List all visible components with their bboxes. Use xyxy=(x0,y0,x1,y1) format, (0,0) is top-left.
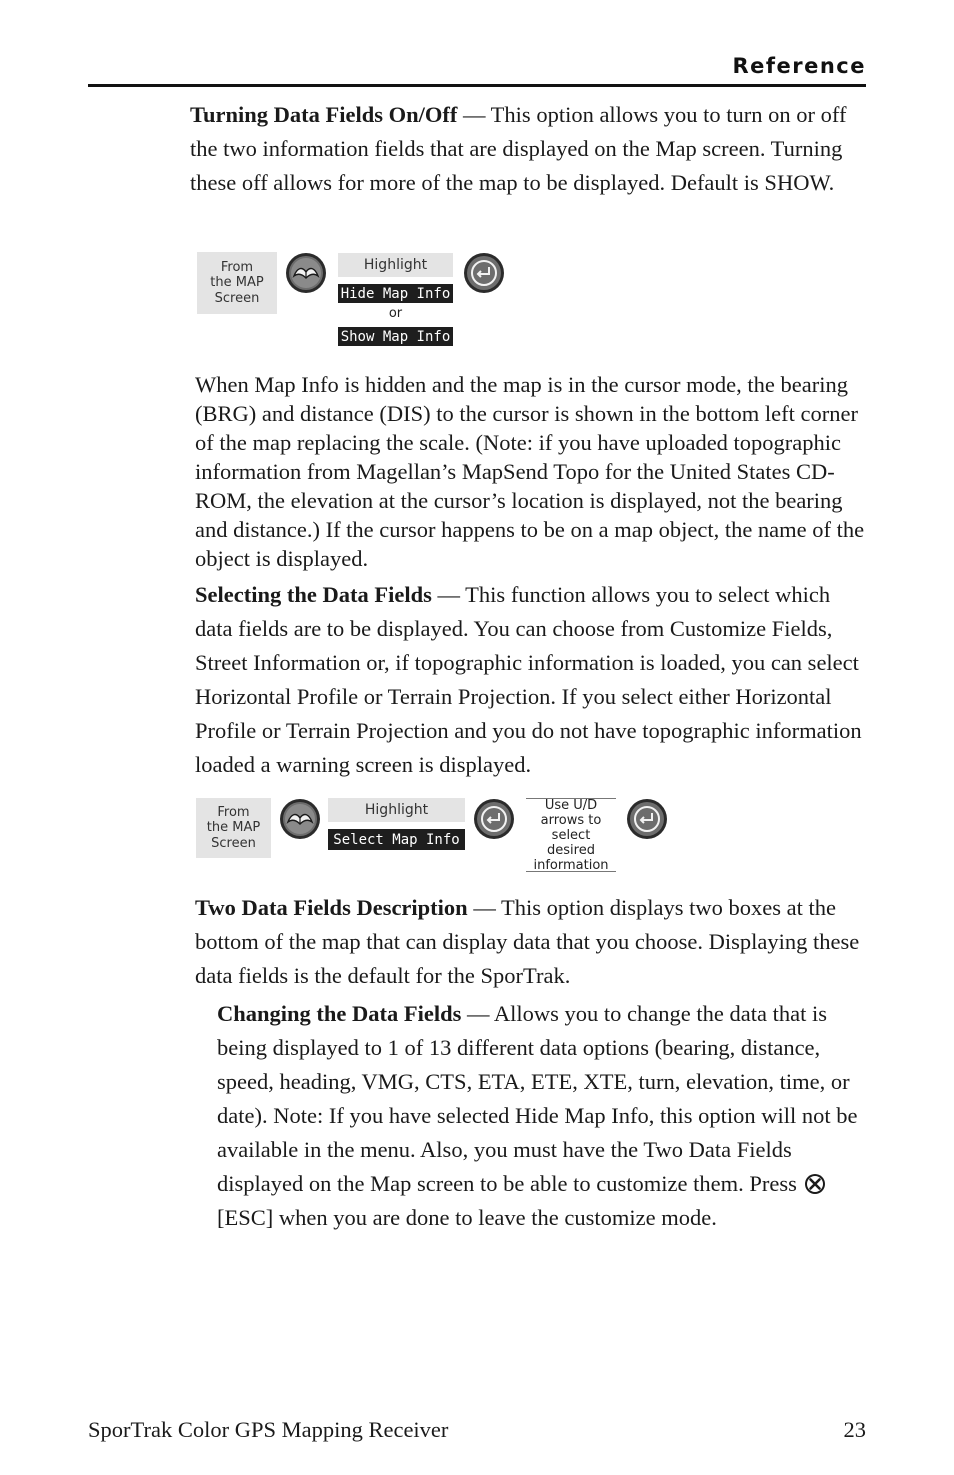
page-header xyxy=(88,52,866,87)
note-line: Use U/D xyxy=(544,797,598,813)
page-number: 23 xyxy=(843,1417,866,1442)
menu-option-show-map-info xyxy=(338,327,453,346)
paragraph-lead: Turning Data Fields On/Off xyxy=(190,102,458,127)
paragraph-lead: Changing the Data Fields xyxy=(217,1001,462,1026)
from-label-line: Screen xyxy=(214,290,260,306)
or-label: or xyxy=(388,306,403,321)
paragraph-turning-data-fields xyxy=(190,98,870,200)
from-label-line: From xyxy=(217,804,250,820)
menu-button-icon xyxy=(285,252,327,294)
enter-button-icon xyxy=(463,252,505,294)
paragraph-two-data-fields xyxy=(195,891,873,993)
from-label-line: Screen xyxy=(211,835,256,851)
from-map-screen-box xyxy=(197,252,277,314)
from-map-screen-box xyxy=(196,798,271,858)
press-tail: [ESC] when you are done to leave the customize mode. xyxy=(217,1205,717,1230)
menu-option-label: Show Map Info xyxy=(340,328,451,345)
note-line: arrows to xyxy=(540,812,602,828)
highlight-label: Highlight xyxy=(364,802,429,818)
from-label-line: From xyxy=(220,259,254,275)
paragraph-body: — This function allows you to select which data fields are to be displayed. You can choose from Customize Fields, Street Information or, if topographic information is loaded, you can select Horizontal Profile or Terrain Projection. If you select either Horizontal Profile or Terrain Projection and you do not have topographic information loaded a warning screen is displayed. xyxy=(195,582,862,777)
paragraph-map-info-hidden: When Map Info is hidden and the map is in the cursor mode, the bearing (BRG) and distance (DIS) to the cursor is shown in the bottom left corner of the map replacing the scale. (Note: if you have uploaded topographic information from Magellan’s MapSend Topo for the United States CD-ROM, the elevation at the cursor’s location is displayed, not the bearing and distance.) If the cursor happens to be on a map object, the name of the object is displayed. xyxy=(195,372,865,571)
section-title: Reference xyxy=(732,54,866,78)
paragraph-lead: Selecting the Data Fields xyxy=(195,582,432,607)
highlight-label: Highlight xyxy=(363,257,428,273)
menu-option-label: Hide Map Info xyxy=(340,285,451,302)
paragraph-selecting-data-fields xyxy=(195,578,873,782)
paragraph-body: — This option displays two boxes at the bottom of the map that can display data that you choose. Displaying these data fields is the default for the SporTrak. xyxy=(195,895,860,988)
paragraph-changing-data-fields xyxy=(217,997,873,1235)
paragraph-body: — This option allows you to turn on or off the two information fields that are displayed on the Map screen. Turning these off allows for more of the map to be displayed. Default is SHOW. xyxy=(190,102,847,195)
from-label-line: the MAP xyxy=(206,820,261,836)
enter-button-icon xyxy=(626,798,668,840)
from-label-line: the MAP xyxy=(210,275,264,291)
note-line: information xyxy=(533,857,609,873)
paragraph-body: — Allows you to change the data that is being displayed to 1 of 13 different data options (bearing, distance, speed, heading, VMG, CTS, ETA, ETE, XTE, turn, elevation, time, or date). Note: If you have selected Hide Map Info, this option will not be available in the menu. Also, you must have the Two Data Fields displayed on the Map screen to be able to customize them. xyxy=(217,1001,858,1196)
menu-button-icon xyxy=(279,798,321,840)
highlight-label-box xyxy=(338,253,453,277)
esc-button-icon xyxy=(804,1173,826,1195)
enter-button-icon xyxy=(473,798,515,840)
highlight-label-box xyxy=(328,798,465,822)
instruction-note-box xyxy=(526,798,616,872)
paragraph-lead: Two Data Fields Description xyxy=(195,895,468,920)
menu-option-hide-map-info xyxy=(338,284,453,303)
press-label: Press xyxy=(749,1171,797,1196)
menu-option-select-map-info xyxy=(328,829,465,850)
footer-title: SporTrak Color GPS Mapping Receiver xyxy=(88,1417,449,1442)
menu-option-label: Select Map Info xyxy=(333,831,460,848)
note-line: select desired xyxy=(547,827,595,858)
